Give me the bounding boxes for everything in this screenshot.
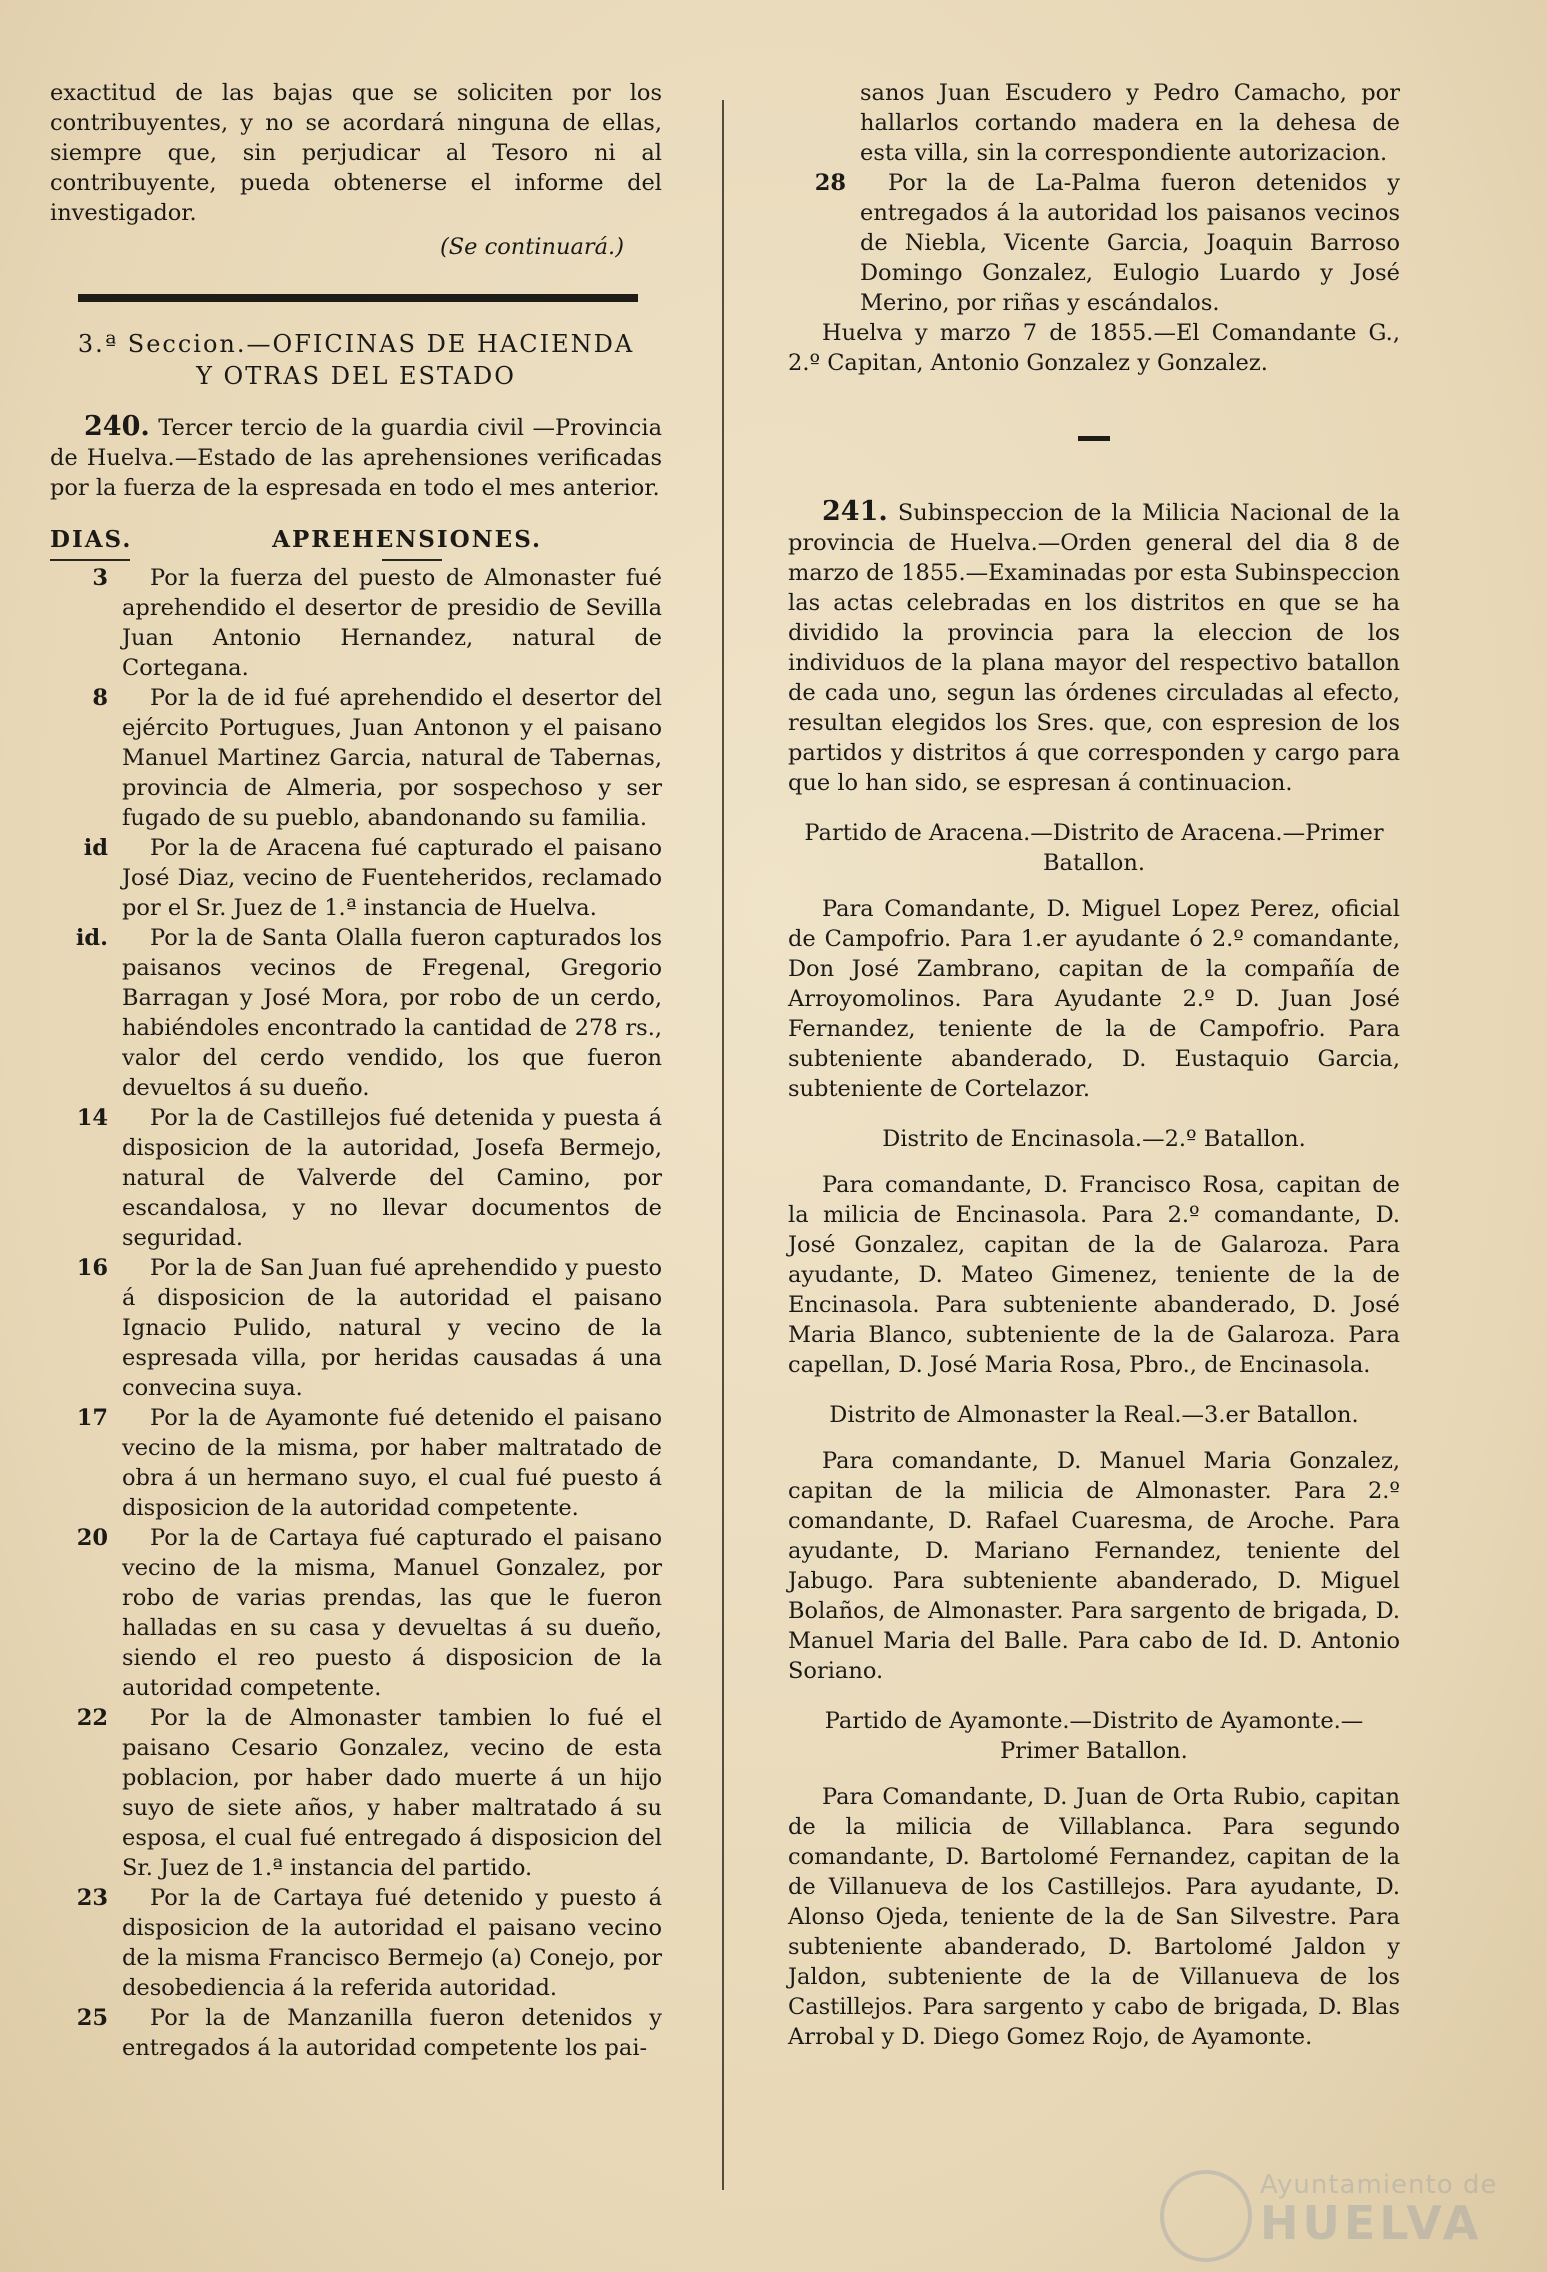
list-item bbox=[50, 1883, 662, 2003]
list-item bbox=[50, 1703, 662, 1883]
heading-encinasola: Distrito de Encinasola.—2.º Batallon. bbox=[882, 1126, 1306, 1152]
entry-text: Por la de Aracena fué capturado el paisano José Diaz, vecino de Fuenteheridos, reclamado por el Sr. Juez de 1.ª instancia de Huelva. bbox=[122, 835, 662, 921]
section-title bbox=[50, 328, 662, 392]
left-column bbox=[50, 78, 662, 2063]
list-item bbox=[50, 2003, 662, 2063]
watermark-line-1: Ayuntamiento de bbox=[1260, 2170, 1498, 2200]
heading-ayamonte: Partido de Ayamonte.—Distrito de Ayamonte.—Primer Batallon. bbox=[824, 1708, 1364, 1764]
entry-day: 25 bbox=[76, 2005, 108, 2031]
entry-day: 3 bbox=[92, 565, 108, 591]
list-item bbox=[50, 1253, 662, 1403]
column-divider bbox=[722, 100, 724, 2190]
item-241-number: 241. bbox=[822, 496, 888, 527]
separator-rule bbox=[1078, 436, 1110, 441]
entry-day: 23 bbox=[76, 1885, 108, 1911]
entry-text: Por la de La-Palma fueron detenidos y entregados á la autoridad los paisanos vecinos de Niebla, Vicente Garcia, Joaquin Barroso Domingo Gonzalez, Eulogio Luardo y José Merino, por riñas y escándalos. bbox=[860, 170, 1400, 316]
entry-day: 16 bbox=[76, 1255, 108, 1281]
watermark-line-2: HUELVA bbox=[1260, 2196, 1483, 2250]
section-title-line-1: 3.ª Seccion.—OFICINAS DE HACIENDA bbox=[77, 330, 635, 358]
entry-day bbox=[788, 78, 860, 168]
right-column bbox=[788, 78, 1400, 2058]
paragraph-almonaster: Para comandante, D. Manuel Maria Gonzalez, capitan de la milicia de Almonaster. Para 2.º comandante, D. Rafael Cuaresma, de Aroche. Para ayudante, D. Mariano Fernandez, teniente del Jabugo. Para subteniente abanderado, D. Miguel Bolaños, de Almonaster. Para sargento de brigada, D. Manuel Maria del Balle. Para cabo de Id. D. Antonio Soriano. bbox=[788, 1448, 1400, 1684]
dash bbox=[382, 559, 442, 561]
section-title-line-2: Y OTRAS DEL ESTADO bbox=[196, 362, 516, 390]
entry-day: 14 bbox=[76, 1105, 108, 1131]
entry-text: Por la de San Juan fué aprehendido y puesto á disposicion de la autoridad el paisano Ignacio Pulido, natural y vecino de la espresada villa, por heridas causadas á una convecina suya. bbox=[122, 1255, 662, 1401]
entries-list bbox=[50, 563, 662, 2063]
heading-aracena: Partido de Aracena.—Distrito de Aracena.—Primer Batallon. bbox=[804, 820, 1384, 876]
continuara-note: (Se continuará.) bbox=[439, 234, 624, 260]
section-rule bbox=[78, 294, 638, 302]
entry-day: 20 bbox=[76, 1525, 108, 1551]
list-item bbox=[50, 923, 662, 1103]
list-item bbox=[50, 683, 662, 833]
item-241-text: Subinspeccion de la Milicia Nacional de la provincia de Huelva.—Orden general del dia 8 de marzo de 1855.—Examinadas por esta Subinspeccion las actas celebradas en los distritos en que se ha dividido la provincia para la eleccion de los individuos de la plana mayor del respectivo batallon de cada uno, segun las órdenes circuladas al efecto, resultan elegidos los Sres. que, con espresion de los partidos y distritos á que corresponden y cargo para que lo han sido, se espresan á continuacion. bbox=[788, 500, 1400, 796]
list-item bbox=[50, 1523, 662, 1703]
signature: Huelva y marzo 7 de 1855.—El Comandante G., 2.º Capitan, Antonio Gonzalez y Gonzalez. bbox=[788, 320, 1400, 376]
entry-text: Por la de Castillejos fué detenida y puesta á disposicion de la autoridad, Josefa Bermejo, natural de Valverde del Camino, por escandalosa, y no llevar documentos de seguridad. bbox=[122, 1105, 662, 1251]
list-item bbox=[788, 78, 1400, 168]
paragraph-ayamonte: Para Comandante, D. Juan de Orta Rubio, capitan de la milicia de Villablanca. Para segundo comandante, D. Bartolomé Fernandez, capitan de la de Villanueva de los Castillejos. Para ayudante, D. Alonso Ojeda, teniente de la de San Silvestre. Para subteniente abanderado, D. Bartolomé Jaldon y Jaldon, subteniente de la de Villanueva de los Castillejos. Para sargento y cabo de brigada, D. Blas Arrobal y D. Diego Gomez Rojo, de Ayamonte. bbox=[788, 1784, 1400, 2050]
seal-icon bbox=[1160, 2170, 1252, 2262]
entry-text: Por la de Manzanilla fueron detenidos y entregados á la autoridad competente los pai- bbox=[122, 2005, 662, 2061]
entry-day: 17 bbox=[76, 1405, 108, 1431]
item-240-text: Tercer tercio de la guardia civil —Provincia de Huelva.—Estado de las aprehensiones verificadas por la fuerza de la espresada en todo el mes anterior. bbox=[50, 415, 662, 501]
entry-day: 22 bbox=[76, 1705, 108, 1731]
col-dias: DIAS. bbox=[50, 526, 133, 553]
archive-watermark bbox=[1140, 2170, 1530, 2260]
paragraph-aracena: Para Comandante, D. Miguel Lopez Perez, oficial de Campofrio. Para 1.er ayudante ó 2.º comandante, Don José Zambrano, capitan de la compañía de Arroyomolinos. Para Ayudante 2.º D. Juan José Fernandez, teniente de la de Campofrio. Para subteniente abanderado, D. Eustaquio Garcia, subteniente de Cortelazor. bbox=[788, 896, 1400, 1102]
entry-text: Por la de id fué aprehendido el desertor del ejército Portugues, Juan Antonon y el paisano Manuel Martinez Garcia, natural de Tabernas, provincia de Almeria, por sospechoso y ser fugado de su pueblo, abandonando su familia. bbox=[122, 685, 662, 831]
entry-text: Por la de Cartaya fué detenido y puesto á disposicion de la autoridad el paisano vecino de la misma Francisco Bermejo (a) Conejo, por desobediencia á la referida autoridad. bbox=[122, 1885, 662, 2001]
entry-day: 28 bbox=[814, 170, 846, 196]
item-240-number: 240. bbox=[84, 411, 150, 442]
entry-day: id. bbox=[75, 925, 108, 951]
item-241 bbox=[788, 497, 1400, 798]
intro-paragraph: exactitud de las bajas que se soliciten por los contribuyentes, y no se acordará ninguna de ellas, siempre que, sin perjudicar al Tesoro ni al contribuyente, pueda obtenerse el informe del investigador. bbox=[50, 80, 662, 226]
list-item bbox=[50, 833, 662, 923]
item-240 bbox=[50, 412, 662, 503]
dash bbox=[50, 559, 130, 561]
list-item bbox=[788, 168, 1400, 318]
list-item bbox=[50, 1403, 662, 1523]
list-item bbox=[50, 1103, 662, 1253]
entry-text: Por la de Almonaster tambien lo fué el paisano Cesario Gonzalez, vecino de esta poblacion, por haber dado muerte á un hijo suyo de siete años, y haber maltratado á su esposa, el cual fué entregado á disposicion del Sr. Juez de 1.ª instancia del partido. bbox=[122, 1705, 662, 1881]
entry-text: Por la de Cartaya fué capturado el paisano vecino de la misma, Manuel Gonzalez, por robo de varias prendas, las que le fueron halladas en su casa y devueltas á su dueño, siendo el reo puesto á disposicion de la autoridad competente. bbox=[122, 1525, 662, 1701]
entry-text: sanos Juan Escudero y Pedro Camacho, por hallarlos cortando madera en la dehesa de esta villa, sin la correspondiente autorizacion. bbox=[860, 80, 1400, 166]
entry-text: Por la fuerza del puesto de Almonaster fué aprehendido el desertor de presidio de Sevilla Juan Antonio Hernandez, natural de Cortegana. bbox=[122, 565, 662, 681]
list-item bbox=[50, 563, 662, 683]
entry-day: id bbox=[83, 835, 108, 861]
entry-day: 8 bbox=[92, 685, 108, 711]
heading-almonaster: Distrito de Almonaster la Real.—3.er Batallon. bbox=[829, 1402, 1359, 1428]
col-aprehensiones: APREHENSIONES. bbox=[272, 526, 542, 553]
entry-text: Por la de Santa Olalla fueron capturados los paisanos vecinos de Fregenal, Gregorio Barragan y José Mora, por robo de un cerdo, habiéndoles encontrado la cantidad de 278 rs., valor del cerdo vendido, los que fueron devueltos á su dueño. bbox=[122, 925, 662, 1101]
paragraph-encinasola: Para comandante, D. Francisco Rosa, capitan de la milicia de Encinasola. Para 2.º comandante, D. José Gonzalez, capitan de la de Galaroza. Para ayudante, D. Mateo Gimenez, teniente de la de Encinasola. Para subteniente abanderado, D. José Maria Blanco, subteniente de la de Galaroza. Para capellan, D. José Maria Rosa, Pbro., de Encinasola. bbox=[788, 1172, 1400, 1378]
entry-text: Por la de Ayamonte fué detenido el paisano vecino de la misma, por haber maltratado de obra á un hermano suyo, el cual fué puesto á disposicion de la autoridad competente. bbox=[122, 1405, 662, 1521]
